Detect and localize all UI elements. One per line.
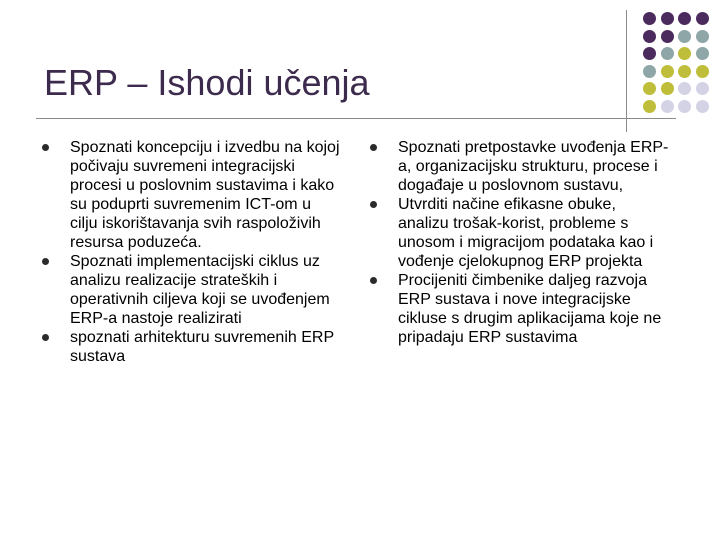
bullet-item: [370, 138, 670, 195]
bullet-text: Spoznati koncepciju i izvedbu na kojoj počivaju suvremeni integracijski procesi u poslovnim sustavima i kako su poduprti suvremenim ICT-om u cilju iskorištavanja svih raspoloživih resursa poduzeća.: [70, 139, 340, 251]
decorative-dot: [661, 30, 674, 43]
vertical-divider: [626, 10, 627, 132]
decorative-dot: [643, 65, 656, 78]
bullet-dot-icon: [42, 144, 49, 151]
bullet-dot-icon: [42, 334, 49, 341]
bullet-item: [42, 252, 342, 328]
decorative-dot: [696, 30, 709, 43]
right-bullet-list: [370, 138, 670, 347]
decorative-dot: [643, 30, 656, 43]
bullet-text: Procijeniti čimbenike daljeg razvoja ERP sustava i nove integracijske cikluse s drugim aplikacijama koje ne pripadaju ERP sustavima: [398, 272, 662, 346]
decorative-dot: [661, 100, 674, 113]
bullet-item: [370, 195, 670, 271]
bullet-dot-icon: [370, 201, 377, 208]
decorative-dot: [678, 65, 691, 78]
decorative-dot: [661, 12, 674, 25]
decorative-dot: [696, 82, 709, 95]
bullet-item: [42, 138, 342, 252]
decorative-dot: [678, 30, 691, 43]
decorative-dot: [661, 82, 674, 95]
bullet-text: spoznati arhitekturu suvremenih ERP sustava: [70, 329, 334, 365]
bullet-text: Spoznati pretpostavke uvođenja ERP-a, organizacijsku strukturu, procese i događaje u poslovnom sustavu,: [398, 139, 669, 194]
decorative-dot: [696, 12, 709, 25]
bullet-text: Spoznati implementacijski ciklus uz analizu realizacije strateških i operativnih ciljeva koji se uvođenjem ERP-a nastoje realizirati: [70, 253, 330, 327]
left-bullet-list: [42, 138, 342, 366]
slide-title: ERP – Ishodi učenja: [44, 62, 370, 103]
bullet-item: [42, 328, 342, 366]
decorative-dot: [696, 47, 709, 60]
decorative-dot: [643, 100, 656, 113]
decorative-dot: [678, 12, 691, 25]
bullet-dot-icon: [370, 277, 377, 284]
bullet-dot-icon: [42, 258, 49, 265]
title-underline: [36, 118, 676, 119]
decorative-dot: [661, 65, 674, 78]
decorative-dot: [696, 100, 709, 113]
decorative-dot: [643, 12, 656, 25]
bullet-dot-icon: [370, 144, 377, 151]
decorative-dot: [678, 47, 691, 60]
bullet-text: Utvrditi načine efikasne obuke, analizu trošak-korist, probleme s unosom i migracijom podataka kao i vođenje cjelokupnog ERP projekta: [398, 196, 654, 270]
bullet-item: [370, 271, 670, 347]
left-column: [42, 138, 342, 366]
decorative-dot: [643, 47, 656, 60]
right-column: [370, 138, 670, 347]
decorative-dot: [678, 100, 691, 113]
decorative-dot: [643, 82, 656, 95]
decorative-dot: [661, 47, 674, 60]
decorative-dot: [696, 65, 709, 78]
decorative-dot: [678, 82, 691, 95]
